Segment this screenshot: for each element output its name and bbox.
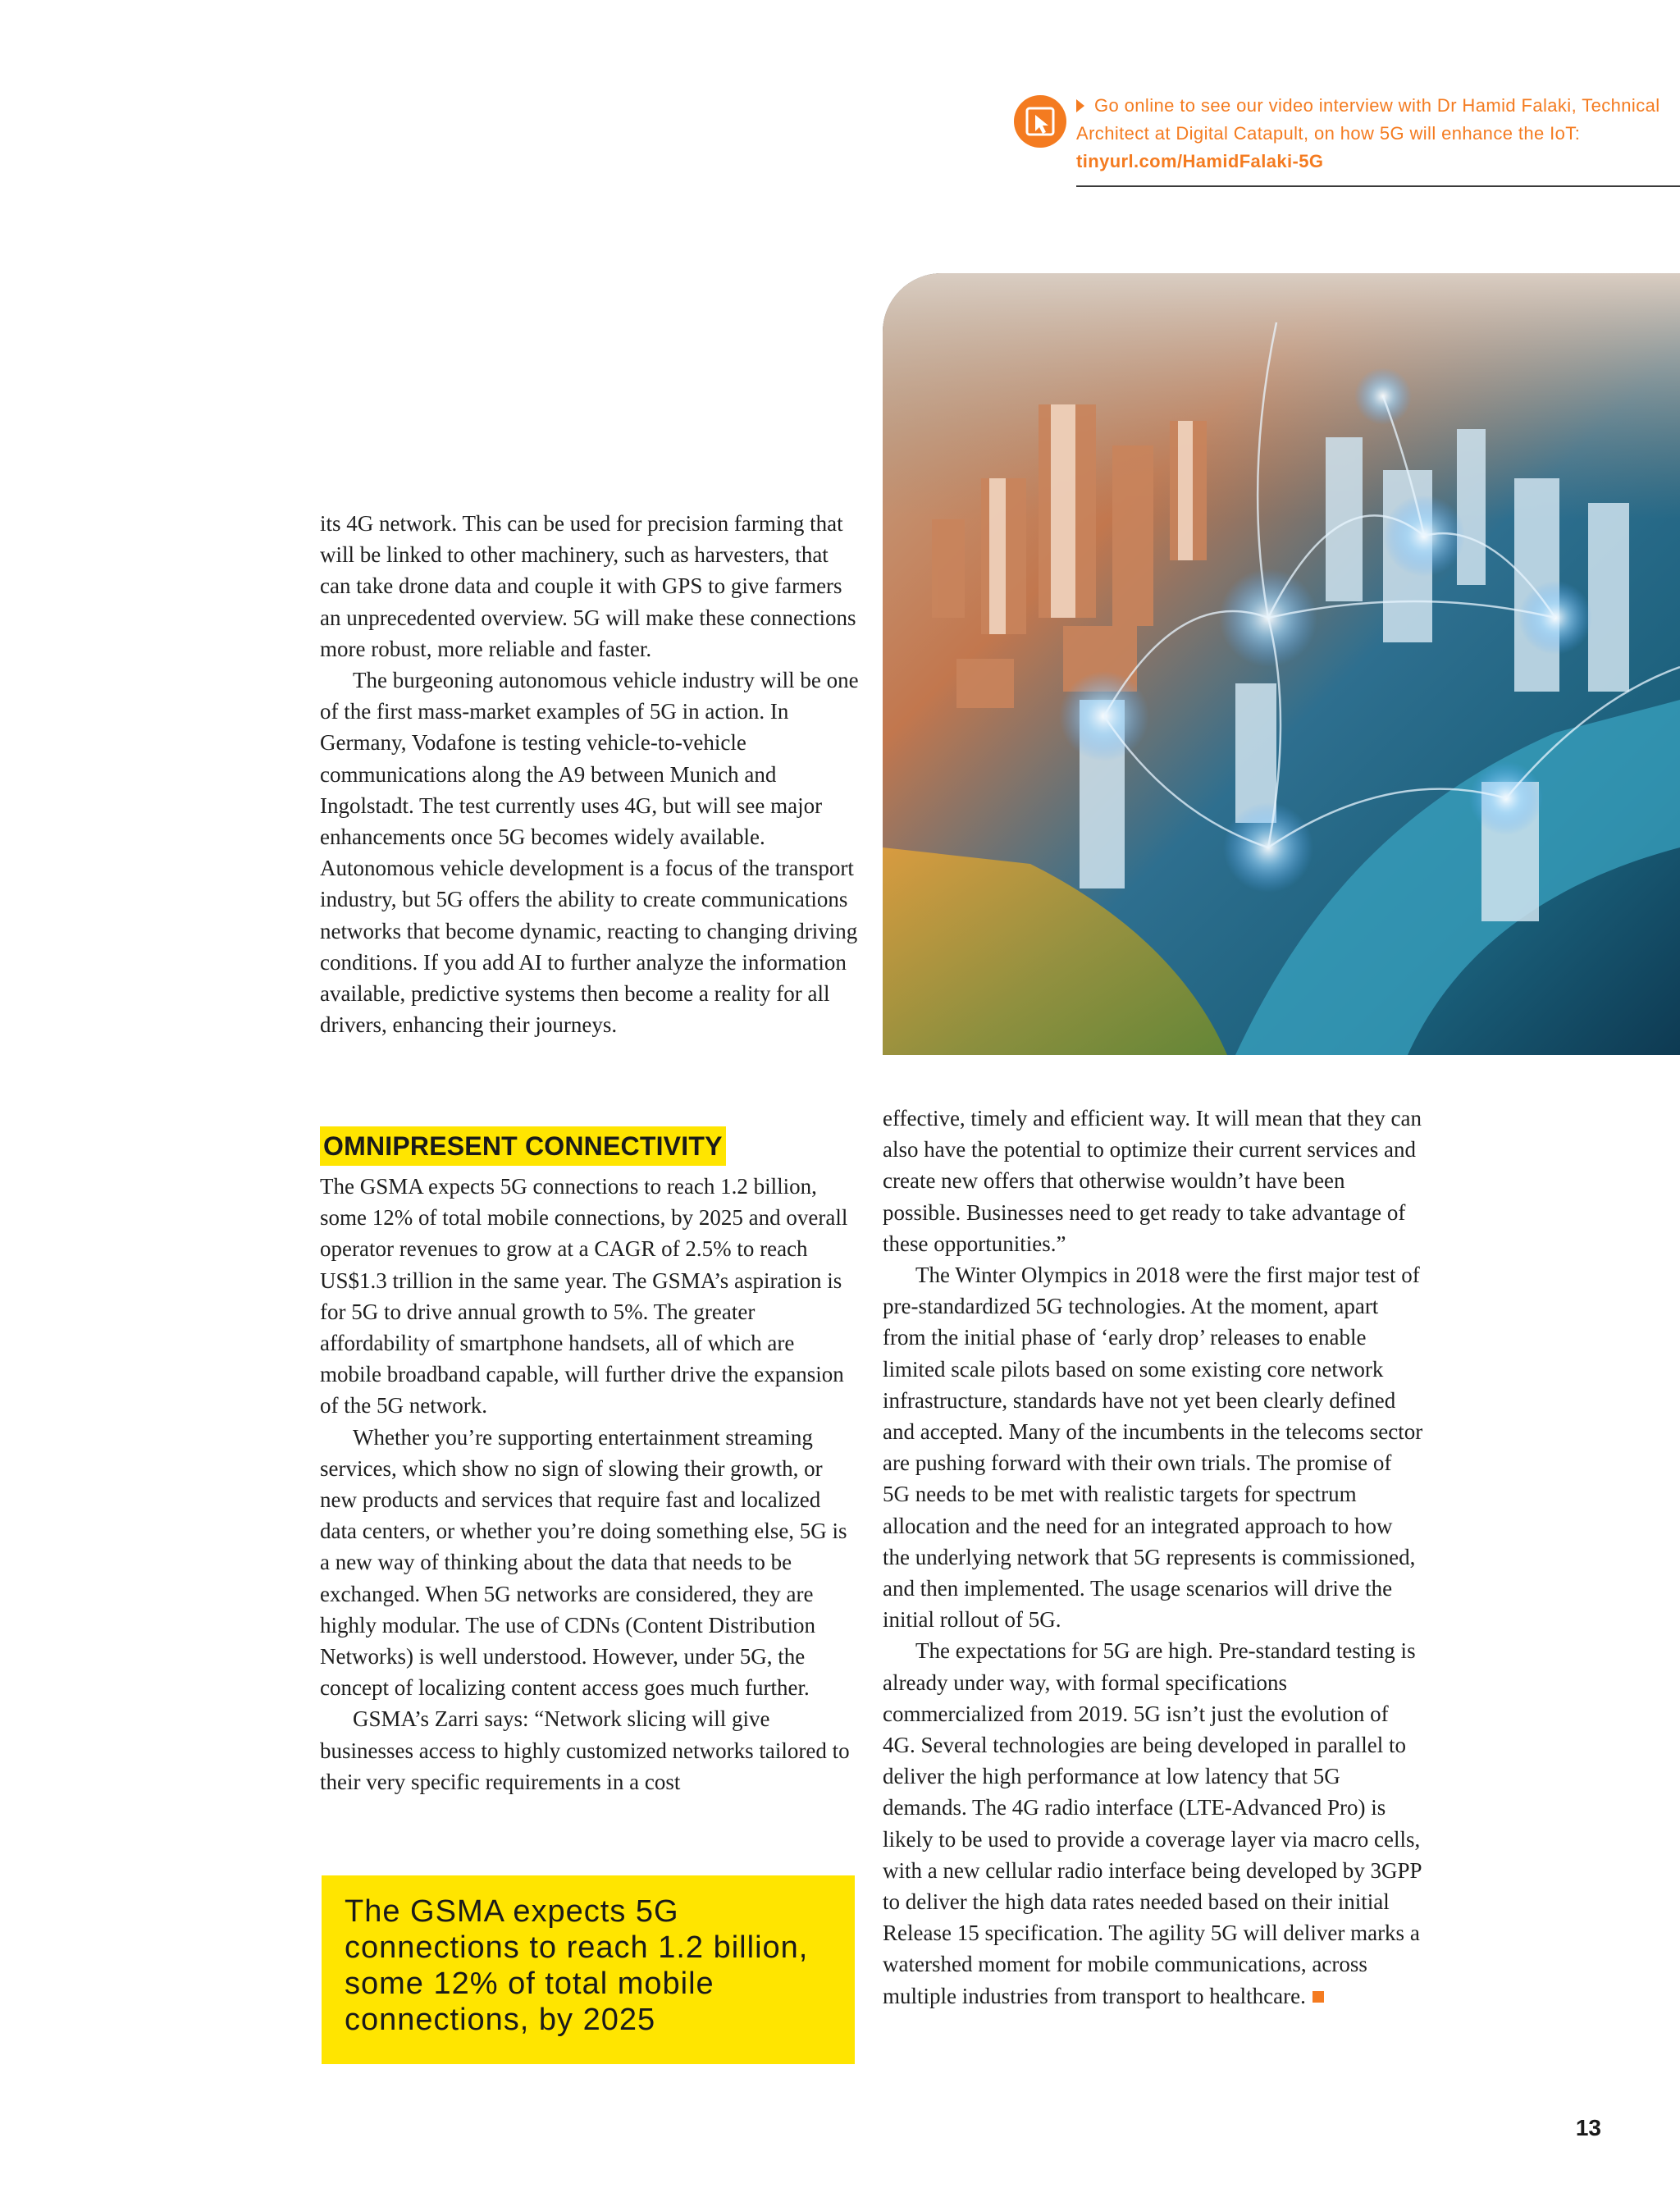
paragraph: The GSMA expects 5G connections to reach 1.2 billion, some 12% of total mobile connections, by 2025 and overall operator revenues to grow at a CAGR of 2.5% to reach US$1.3 trillion in the same year. The GSMA’s aspiration is for 5G to drive annual growth to 5%. The greater affordability of smartphone handsets, all of which are mobile broadband capable, will further drive the expansion of the 5G network.: [320, 1174, 848, 1418]
left-column-bottom: [320, 1171, 861, 1797]
paragraph: Whether you’re supporting entertainment streaming services, which show no sign of slowing their growth, or new products and services that require fast and localized data centers, or whether you’re doing something else, 5G is a new way of thinking about the data that needs to be exchanged. When 5G networks are considered, they are highly modular. The use of CDNs (Content Distribution Networks) is well understood. However, under 5G, the concept of localizing content access goes much further.: [320, 1424, 847, 1701]
paragraph: its 4G network. This can be used for precision farming that will be linked to other machinery, such as harvesters, that can take drone data and couple it with GPS to give farmers an unprecedented overview. 5G will make these connections more robust, more reliable and faster.: [320, 511, 856, 661]
paragraph-text: The expectations for 5G are high. Pre-standard testing is already under way, with formal specifications commercialized from 2019. 5G isn’t just the evolution of 4G. Several technologies are being developed in parallel to deliver the high performance at low latency that 5G demands. The 4G radio interface (LTE-Advanced Pro) is likely to be used to provide a coverage layer via macro cells, with a new cellular radio interface being developed by 3GPP to deliver the high data rates needed based on their initial Release 15 specification. The agility 5G will deliver marks a watershed moment for mobile communications, across multiple industries from transport to healthcare.: [883, 1638, 1422, 2008]
end-mark-icon: [1312, 1991, 1324, 2003]
callout-text: [1076, 92, 1667, 176]
city-network-photo: [883, 273, 1680, 1055]
paragraph: GSMA’s Zarri says: “Network slicing will give businesses access to highly customized networks tailored to their very specific requirements in a cost: [320, 1706, 850, 1794]
page-number: 13: [1575, 2115, 1601, 2140]
arrow-right-icon: [1076, 99, 1084, 112]
paragraph: effective, timely and efficient way. It will mean that they can also have the potential to optimize their current services and create new offers that otherwise wouldn’t have been possible. Businesses need to get ready to take advantage of these opportunities.”: [883, 1106, 1422, 1256]
paragraph: The burgeoning autonomous vehicle industry will be one of the first mass-market examples of 5G in action. In Germany, Vodafone is testing vehicle-to-vehicle communications along the A9 between Munich and Ingolstadt. The test currently uses 4G, but will see major enhancements once 5G becomes widely available. Autonomous vehicle development is a focus of the transport industry, but 5G offers the ability to create communications networks that become dynamic, reacting to changing driving conditions. If you add AI to further analyze the information available, predictive systems then become a reality for all drivers, enhancing their journeys.: [320, 668, 859, 1038]
callout-link[interactable]: tinyurl.com/HamidFalaki-5G: [1076, 151, 1324, 171]
paragraph: The Winter Olympics in 2018 were the first major test of pre-standardized 5G technologies. At the moment, apart from the initial phase of ‘early drop’ releases to enable limited scale pilots based on some existing core network infrastructure, standards have not yet been clearly defined and accepted. Many of the incumbents in the telecoms sector are pushing forward with their own trials. The promise of 5G needs to be met with realistic targets for spectrum allocation and the need for an integrated approach to how the underlying network that 5G represents is commissioned, and then implemented. The usage scenarios will drive the initial rollout of 5G.: [883, 1263, 1423, 1633]
pull-quote-text: The GSMA expects 5G connections to reach 1.2 billion, some 12% of total mobile connections, by 2025: [345, 1894, 809, 2037]
left-column-top: [320, 508, 861, 1040]
section-heading: OMNIPRESENT CONNECTIVITY: [320, 1126, 726, 1166]
paragraph-final: [883, 1635, 1424, 2011]
pull-quote-box: [322, 1875, 855, 2064]
callout-divider: [1076, 185, 1680, 187]
callout-body: Go online to see our video interview with Dr Hamid Falaki, Technical Architect at Digital Catapult, on how 5G will enhance the IoT:: [1076, 95, 1660, 144]
video-callout: [1009, 89, 1680, 187]
cursor-icon[interactable]: [1014, 95, 1066, 148]
right-column: [883, 1103, 1424, 2012]
